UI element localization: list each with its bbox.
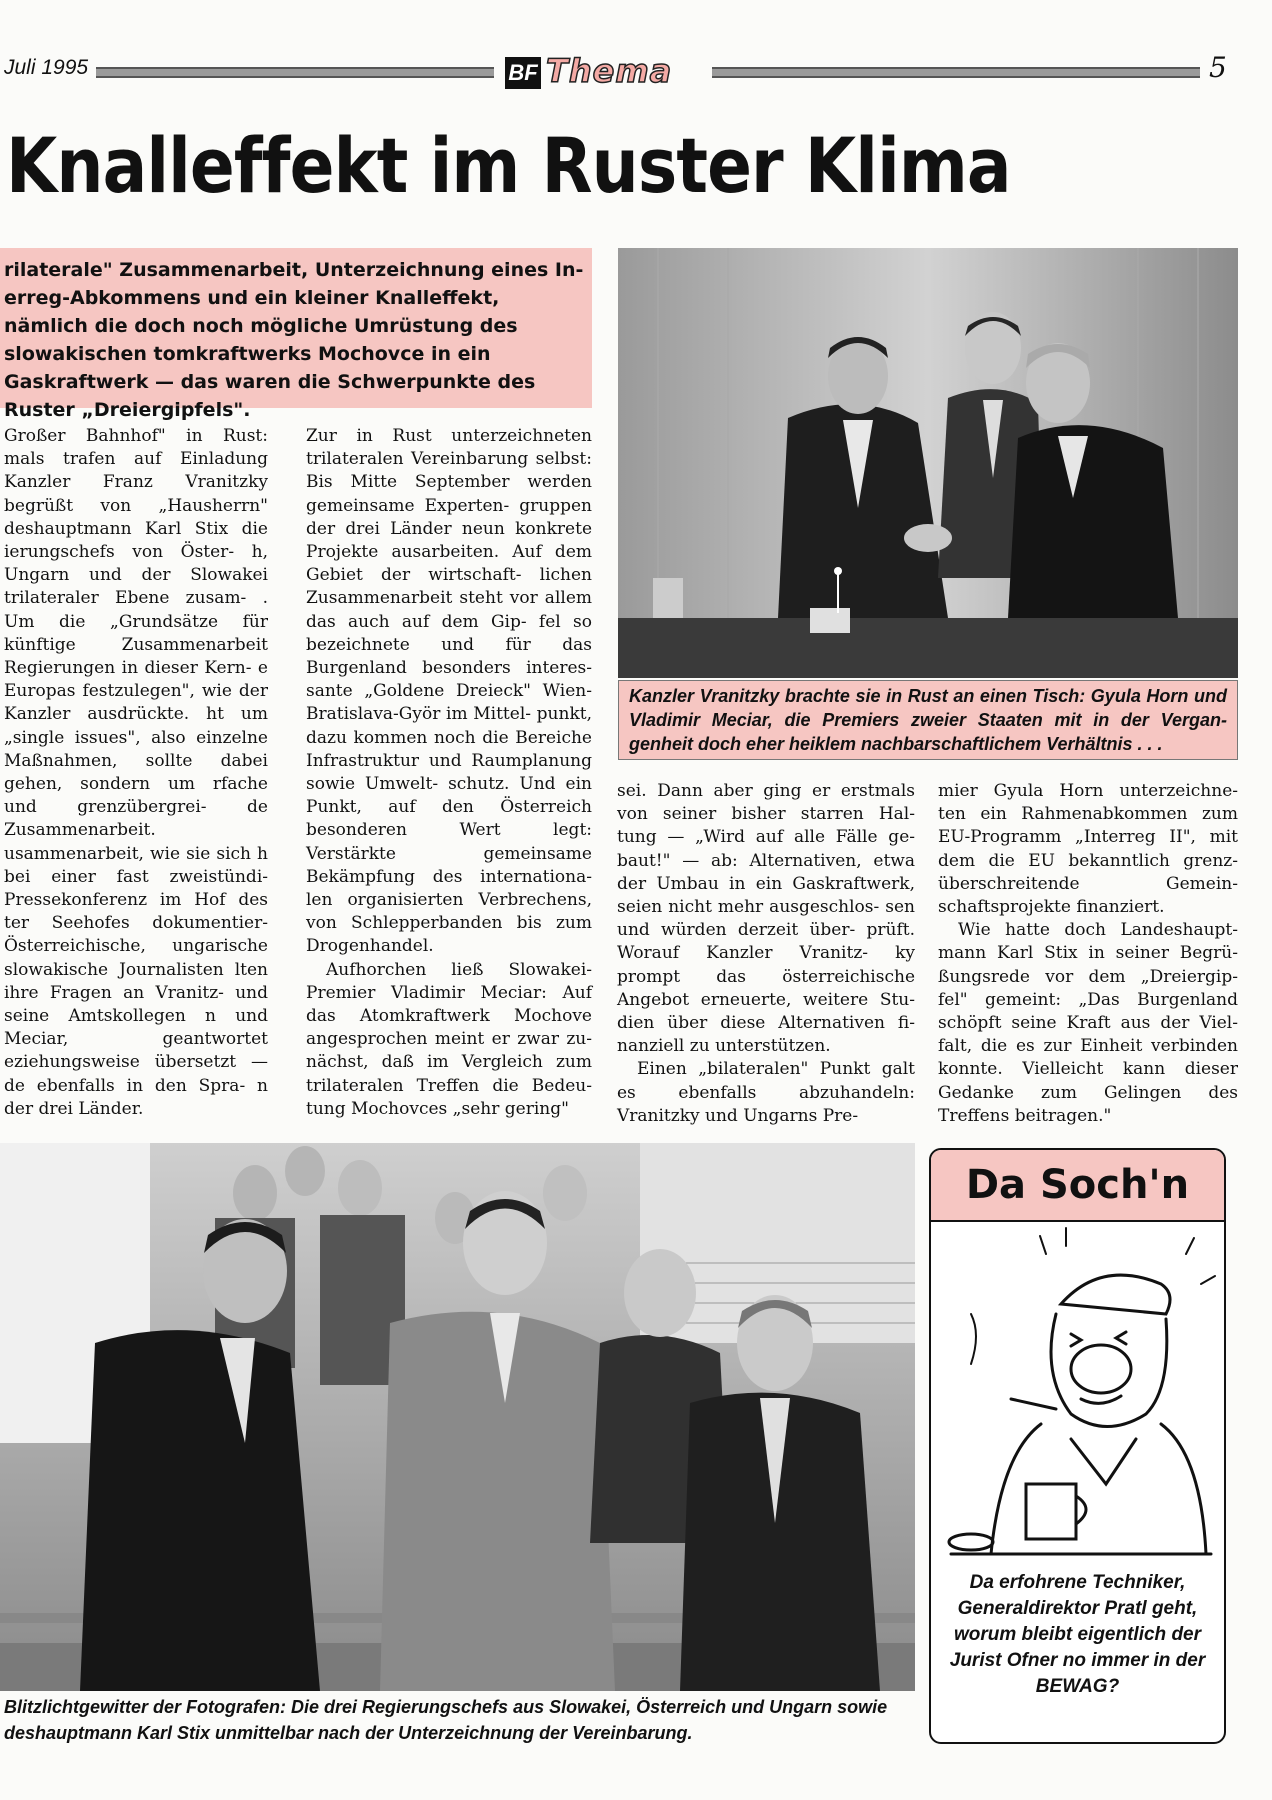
sidebar-da-sochn xyxy=(929,1148,1226,1744)
paragraph: Einen „bilateralen" Punkt galt es ebenfalls abzuhandeln: Vranitzky und Ungarns Pre- xyxy=(617,1059,915,1126)
paragraph: Großer Bahnhof" in Rust: mals trafen auf Einladung Kanzler Franz Vranitzky begrüßt von „Hausherrn" deshauptmann Karl Stix die ierungschefs von Öster- h, Ungarn und der Slowakei trilateraler Ebene zusam- . Um die „Grundsätze für künftige Zusammenarbeit Regierungen in dieser Kern- e Europas festzulegen", wie der Kanzler ausdrückte. ht um „single issues", also einzelne Maßnahmen, sollte dabei gehen, sondern um rfache und grenzübergrei- de Zusammenarbeit. usammenarbeit, wie sie sich h bei einer fast zweistündi- Pressekonferenz im Hof des ter Seehofes dokumentier- Österreichische, ungarische slowakische Journalisten lten ihre Fragen an Vranitz- und seine Amtskollegen n und Meciar, geantwortet eziehungsweise übersetzt — de ebenfalls in den Spra- n der drei Länder. xyxy=(4,426,268,1119)
article-column-1 xyxy=(4,425,268,1121)
photo-group xyxy=(0,1143,915,1691)
paragraph: Zur in Rust unterzeichneten trilateralen Vereinbarung selbst: Bis Mitte September werden gemeinsame Experten- gruppen der drei Länder neun konkrete Projekte ausarbeiten. Auf dem Gebiet der wirtschaft- lichen Zusammenarbeit steht vor allem das auch auf dem Gip- fel so bezeichnete und für das Burgenland besonders interes- sante „Goldene Dreieck" Wien- Bratislava-Györ im Mittel- punkt, dazu kommen noch die Bereiche Infrastruktur und Raumplanung sowie Umwelt- schutz. Und ein Punkt, auf den Österreich besonderen Wert legt: Verstärkte gemeinsame Bekämpfung des internationa- len organisierten Verbrechens, von Schlepperbanden bis zum Drogenhandel. xyxy=(306,426,592,957)
headline: Knalleffekt im Ruster Klima xyxy=(6,121,1011,210)
magazine-logo: BF xyxy=(505,57,541,89)
header-rule-right xyxy=(712,67,1200,78)
sidebar-text: Da erfohrene Techniker, Generaldirektor Pratl geht, worum bleibt eigentlich der Jurist Ofner no immer in der BEWAG? xyxy=(949,1572,1206,1697)
header-rule-left xyxy=(96,67,494,78)
paragraph: sei. Dann aber ging er erstmals von seiner bisher starren Hal- tung — „Wird auf alle Fälle ge- baut!" — ab: Alternativen, etwa der Umbau in ein Gaskraftwerk, seien nicht mehr ausgeschlos- sen und würden derzeit über- prüft. Worauf Kanzler Vranitz- ky prompt das österreichische Angebot erneuerte, weitere Stu- dien über diese Alternativen fi- nanziell zu unterstützen. xyxy=(617,781,915,1057)
section-label: Thema xyxy=(546,52,673,90)
cartoon-illustration xyxy=(931,1224,1224,1564)
page-number: 5 xyxy=(1209,51,1227,84)
paragraph: Wie hatte doch Landeshaupt- mann Karl Stix in seiner Begrü- ßungsrede vor dem „Dreiergip- fel" gemeint: „Das Burgenland schöpft seine Kraft aus der Viel- falt, die es zur Einheit verbinden konnte. Vielleicht kann dieser Gedanke zum Gelingen des Treffens beitragen." xyxy=(938,920,1238,1126)
lead-paragraph: rilaterale" Zusammenarbeit, Unterzeichnung eines In- erreg-Abkommens und ein kleiner Knalleffekt, nämlich die doch noch mögliche Umrüstung des slowakischen tomkraftwerks Mochovce in ein Gaskraftwerk — das waren die Schwerpunkte des Ruster „Dreiergipfels". xyxy=(0,248,592,408)
photo-handshake xyxy=(618,248,1238,678)
paragraph: Aufhorchen ließ Slowakei- Premier Vladimir Meciar: Auf das Atomkraftwerk Mochove angesprochen meint er zwar zu- nächst, daß im Vergleich zum trilateralen Treffen die Bedeu- tung Mochovces „sehr gering" xyxy=(306,959,592,1119)
paragraph: mier Gyula Horn unterzeichne- ten ein Rahmenabkommen zum EU-Programm „Interreg II", mit dem die EU bekanntlich grenz- überschreitende Gemein- schaftsprojekte finanziert. xyxy=(938,781,1238,918)
article-column-3 xyxy=(617,780,915,1128)
sidebar-title: Da Soch'n xyxy=(931,1150,1224,1222)
issue-date: Juli 1995 xyxy=(4,56,89,79)
photo-handshake-caption: Kanzler Vranitzky brachte sie in Rust an einen Tisch: Gyula Horn und Vladimir Meciar, die Premiers zweier Staaten mit in der Vergan- genheit doch eher heiklem nachbarschaftlichem Verhältnis . . . xyxy=(618,680,1238,760)
article-column-2 xyxy=(306,425,592,1121)
handshake-illustration xyxy=(618,248,1238,678)
article-column-4 xyxy=(938,780,1238,1128)
group-illustration xyxy=(0,1143,915,1691)
photo-group-caption: Blitzlichtgewitter der Fotografen: Die drei Regierungschefs aus Slowakei, Österreich und Ungarn sowie deshauptmann Karl Stix unmittelbar nach der Unterzeichnung der Vereinbarung. xyxy=(4,1697,888,1743)
